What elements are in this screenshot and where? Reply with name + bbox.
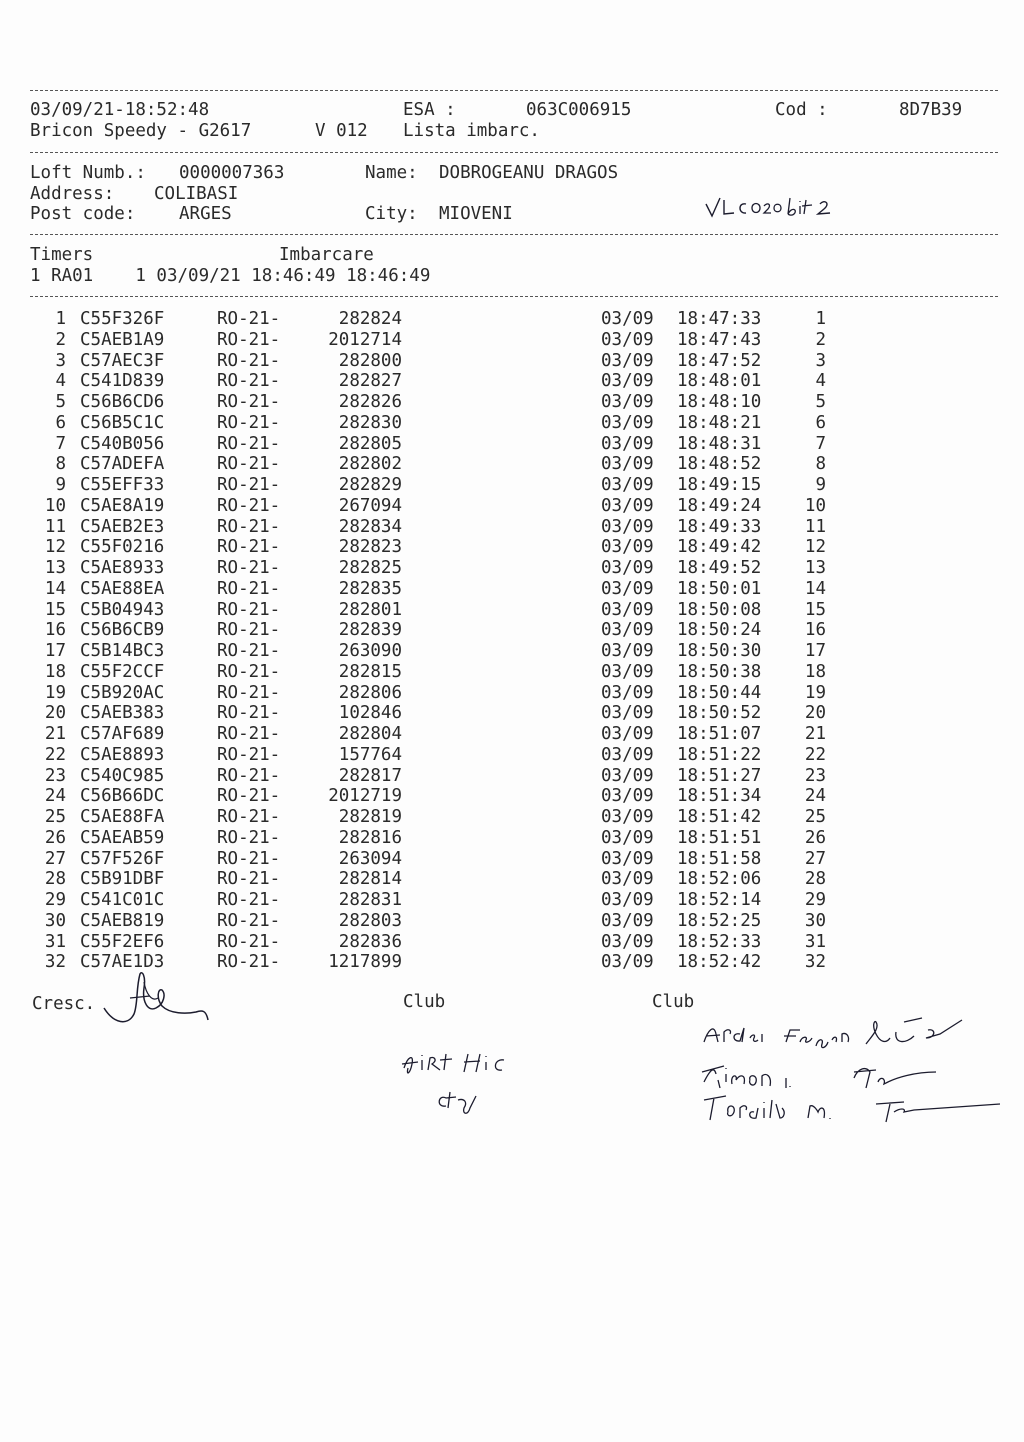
address-value: COLIBASI <box>154 184 239 204</box>
arrival-date: 03/09 <box>601 807 654 827</box>
device-name: Bricon Speedy - G2617 <box>30 121 252 141</box>
chip-id: C5AE8933 <box>80 558 165 578</box>
dashed-rule <box>30 234 998 235</box>
city-value: MIOVENI <box>439 204 513 224</box>
arrival-time: 18:49:33 <box>677 517 762 537</box>
ring-number: 282827 <box>338 371 402 391</box>
chip-id: C57AEC3F <box>80 351 165 371</box>
ring-prefix: RO-21- <box>217 932 281 952</box>
chip-id: C5AEB1A9 <box>80 330 165 350</box>
ring-prefix: RO-21- <box>217 351 281 371</box>
chip-id: C55F0216 <box>80 537 165 557</box>
arrival-time: 18:47:43 <box>677 330 762 350</box>
dashed-rule <box>30 152 998 153</box>
row-number: 31 <box>44 932 66 952</box>
arrival-time: 18:48:52 <box>677 454 762 474</box>
cresc-label: Cresc. <box>32 994 96 1014</box>
chip-id: C5B04943 <box>80 600 165 620</box>
chip-id: C5AEB819 <box>80 911 165 931</box>
chip-id: C5AE8A19 <box>80 496 165 516</box>
ring-prefix: RO-21- <box>217 558 281 578</box>
row-number: 23 <box>44 766 66 786</box>
chip-id: C57AE1D3 <box>80 952 165 972</box>
ring-prefix: RO-21- <box>217 662 281 682</box>
row-index: 9 <box>815 475 826 495</box>
row-number: 13 <box>44 558 66 578</box>
row-number: 26 <box>44 828 66 848</box>
ring-number: 282835 <box>338 579 402 599</box>
row-number: 32 <box>44 952 66 972</box>
row-number: 18 <box>44 662 66 682</box>
chip-id: C540C985 <box>80 766 165 786</box>
arrival-date: 03/09 <box>601 662 654 682</box>
chip-id: C5AE8893 <box>80 745 165 765</box>
club-label-2: Club <box>652 992 695 1012</box>
ring-number: 263094 <box>338 849 402 869</box>
chip-id: C5B14BC3 <box>80 641 165 661</box>
arrival-time: 18:50:44 <box>677 683 762 703</box>
chip-id: C5AE88FA <box>80 807 165 827</box>
ring-prefix: RO-21- <box>217 849 281 869</box>
row-number: 9 <box>55 475 66 495</box>
ring-number: 282817 <box>338 766 402 786</box>
ring-number: 282825 <box>338 558 402 578</box>
loft-number-label: Loft Numb.: <box>30 163 146 183</box>
postcode-label: Post code: <box>30 204 136 224</box>
arrival-time: 18:51:34 <box>677 786 762 806</box>
cod-label: Cod : <box>775 100 828 120</box>
arrival-date: 03/09 <box>601 911 654 931</box>
row-index: 15 <box>804 600 826 620</box>
row-index: 2 <box>815 330 826 350</box>
ring-number: 2012719 <box>328 786 402 806</box>
arrival-time: 18:51:27 <box>677 766 762 786</box>
row-index: 31 <box>804 932 826 952</box>
arrival-date: 03/09 <box>601 641 654 661</box>
chip-id: C5B920AC <box>80 683 165 703</box>
chip-id: C5AEB2E3 <box>80 517 165 537</box>
arrival-time: 18:49:24 <box>677 496 762 516</box>
chip-id: C57F526F <box>80 849 165 869</box>
club2-handwriting <box>700 1008 1000 1128</box>
chip-id: C5B91DBF <box>80 869 165 889</box>
chip-id: C56B6CD6 <box>80 392 165 412</box>
arrival-time: 18:50:24 <box>677 620 762 640</box>
row-index: 13 <box>804 558 826 578</box>
ring-prefix: RO-21- <box>217 371 281 391</box>
ring-number: 282839 <box>338 620 402 640</box>
arrival-time: 18:50:38 <box>677 662 762 682</box>
arrival-date: 03/09 <box>601 392 654 412</box>
chip-id: C541D839 <box>80 371 165 391</box>
row-number: 28 <box>44 869 66 889</box>
ring-prefix: RO-21- <box>217 517 281 537</box>
arrival-date: 03/09 <box>601 579 654 599</box>
chip-id: C56B5C1C <box>80 413 165 433</box>
arrival-time: 18:52:33 <box>677 932 762 952</box>
chip-id: C57ADEFA <box>80 454 165 474</box>
arrival-time: 18:47:52 <box>677 351 762 371</box>
arrival-date: 03/09 <box>601 869 654 889</box>
chip-id: C55F2EF6 <box>80 932 165 952</box>
row-number: 2 <box>55 330 66 350</box>
ring-number: 282816 <box>338 828 402 848</box>
ring-prefix: RO-21- <box>217 496 281 516</box>
city-label: City: <box>365 204 418 224</box>
row-index: 6 <box>815 413 826 433</box>
row-number: 30 <box>44 911 66 931</box>
ring-prefix: RO-21- <box>217 952 281 972</box>
row-number: 20 <box>44 703 66 723</box>
arrival-date: 03/09 <box>601 517 654 537</box>
esa-value: 063C006915 <box>526 100 632 120</box>
row-index: 32 <box>804 952 826 972</box>
arrival-date: 03/09 <box>601 952 654 972</box>
row-index: 16 <box>804 620 826 640</box>
arrival-time: 18:48:01 <box>677 371 762 391</box>
arrival-time: 18:49:15 <box>677 475 762 495</box>
imbarcare-label: Imbarcare <box>279 245 374 265</box>
row-index: 7 <box>815 434 826 454</box>
chip-id: C5AEAB59 <box>80 828 165 848</box>
row-number: 6 <box>55 413 66 433</box>
arrival-date: 03/09 <box>601 330 654 350</box>
firmware-version: V 012 <box>315 121 368 141</box>
arrival-date: 03/09 <box>601 890 654 910</box>
ring-prefix: RO-21- <box>217 724 281 744</box>
ring-prefix: RO-21- <box>217 579 281 599</box>
arrival-time: 18:49:42 <box>677 537 762 557</box>
row-index: 19 <box>804 683 826 703</box>
arrival-date: 03/09 <box>601 371 654 391</box>
ring-number: 282804 <box>338 724 402 744</box>
row-index: 29 <box>804 890 826 910</box>
cod-value: 8D7B39 <box>899 100 963 120</box>
row-index: 20 <box>804 703 826 723</box>
arrival-date: 03/09 <box>601 766 654 786</box>
arrival-date: 03/09 <box>601 724 654 744</box>
dashed-rule <box>30 90 998 91</box>
club1-handwriting <box>398 1042 538 1122</box>
ring-prefix: RO-21- <box>217 600 281 620</box>
arrival-date: 03/09 <box>601 434 654 454</box>
arrival-time: 18:51:07 <box>677 724 762 744</box>
arrival-time: 18:50:30 <box>677 641 762 661</box>
row-index: 23 <box>804 766 826 786</box>
arrival-time: 18:50:52 <box>677 703 762 723</box>
ring-prefix: RO-21- <box>217 869 281 889</box>
row-index: 8 <box>815 454 826 474</box>
row-number: 21 <box>44 724 66 744</box>
row-number: 7 <box>55 434 66 454</box>
arrival-time: 18:50:01 <box>677 579 762 599</box>
arrival-date: 03/09 <box>601 309 654 329</box>
arrival-date: 03/09 <box>601 932 654 952</box>
list-title: Lista imbarc. <box>403 121 540 141</box>
handwritten-note <box>700 192 850 222</box>
ring-prefix: RO-21- <box>217 911 281 931</box>
ring-number: 282831 <box>338 890 402 910</box>
row-index: 14 <box>804 579 826 599</box>
chip-id: C55F326F <box>80 309 165 329</box>
row-number: 15 <box>44 600 66 620</box>
club1-signatures <box>398 1042 538 1122</box>
arrival-date: 03/09 <box>601 620 654 640</box>
esa-label: ESA : <box>403 100 456 120</box>
ring-prefix: RO-21- <box>217 620 281 640</box>
ring-prefix: RO-21- <box>217 413 281 433</box>
ring-number: 282823 <box>338 537 402 557</box>
chip-id: C55EFF33 <box>80 475 165 495</box>
arrival-date: 03/09 <box>601 558 654 578</box>
row-number: 17 <box>44 641 66 661</box>
ring-number: 282836 <box>338 932 402 952</box>
arrival-time: 18:52:14 <box>677 890 762 910</box>
club2-signatures <box>700 1008 1000 1128</box>
timers-label: Timers <box>30 245 94 265</box>
row-number: 1 <box>55 309 66 329</box>
chip-id: C56B6CB9 <box>80 620 165 640</box>
row-number: 24 <box>44 786 66 806</box>
breeder-signature <box>100 968 220 1032</box>
ring-number: 282806 <box>338 683 402 703</box>
arrival-time: 18:52:06 <box>677 869 762 889</box>
ring-prefix: RO-21- <box>217 703 281 723</box>
postcode-value: ARGES <box>179 204 232 224</box>
arrival-date: 03/09 <box>601 413 654 433</box>
ring-number: 2012714 <box>328 330 402 350</box>
row-index: 17 <box>804 641 826 661</box>
ring-number: 282801 <box>338 600 402 620</box>
arrival-time: 18:52:42 <box>677 952 762 972</box>
ring-number: 282815 <box>338 662 402 682</box>
chip-id: C5AE88EA <box>80 579 165 599</box>
chip-id: C541C01C <box>80 890 165 910</box>
row-index: 26 <box>804 828 826 848</box>
row-number: 16 <box>44 620 66 640</box>
ring-number: 282803 <box>338 911 402 931</box>
chip-id: C56B66DC <box>80 786 165 806</box>
ring-prefix: RO-21- <box>217 890 281 910</box>
row-index: 24 <box>804 786 826 806</box>
row-index: 18 <box>804 662 826 682</box>
ring-prefix: RO-21- <box>217 330 281 350</box>
arrival-date: 03/09 <box>601 496 654 516</box>
timer-line: 1 RA01 1 03/09/21 18:46:49 18:46:49 <box>30 266 431 286</box>
row-number: 5 <box>55 392 66 412</box>
row-number: 29 <box>44 890 66 910</box>
ring-prefix: RO-21- <box>217 786 281 806</box>
row-index: 30 <box>804 911 826 931</box>
arrival-time: 18:50:08 <box>677 600 762 620</box>
arrival-time: 18:48:21 <box>677 413 762 433</box>
chip-id: C5AEB383 <box>80 703 165 723</box>
ring-number: 1217899 <box>328 952 402 972</box>
ring-number: 282805 <box>338 434 402 454</box>
ring-prefix: RO-21- <box>217 766 281 786</box>
arrival-date: 03/09 <box>601 600 654 620</box>
loft-number: 0000007363 <box>179 163 285 183</box>
row-number: 8 <box>55 454 66 474</box>
arrival-date: 03/09 <box>601 537 654 557</box>
arrival-date: 03/09 <box>601 828 654 848</box>
arrival-time: 18:52:25 <box>677 911 762 931</box>
row-number: 10 <box>44 496 66 516</box>
ring-number: 263090 <box>338 641 402 661</box>
arrival-time: 18:51:51 <box>677 828 762 848</box>
chip-id: C55F2CCF <box>80 662 165 682</box>
arrival-date: 03/09 <box>601 454 654 474</box>
row-index: 28 <box>804 869 826 889</box>
dashed-rule <box>30 296 998 297</box>
ring-number: 267094 <box>338 496 402 516</box>
row-number: 22 <box>44 745 66 765</box>
chip-id: C540B056 <box>80 434 165 454</box>
address-label: Address: <box>30 184 115 204</box>
row-number: 25 <box>44 807 66 827</box>
ring-prefix: RO-21- <box>217 475 281 495</box>
row-number: 12 <box>44 537 66 557</box>
ring-prefix: RO-21- <box>217 392 281 412</box>
arrival-date: 03/09 <box>601 351 654 371</box>
arrival-time: 18:49:52 <box>677 558 762 578</box>
row-index: 1 <box>815 309 826 329</box>
ring-number: 282814 <box>338 869 402 889</box>
row-index: 27 <box>804 849 826 869</box>
arrival-date: 03/09 <box>601 475 654 495</box>
ring-prefix: RO-21- <box>217 683 281 703</box>
ring-number: 282800 <box>338 351 402 371</box>
ring-number: 282834 <box>338 517 402 537</box>
ring-number: 282830 <box>338 413 402 433</box>
row-number: 19 <box>44 683 66 703</box>
row-index: 22 <box>804 745 826 765</box>
ring-prefix: RO-21- <box>217 828 281 848</box>
ring-number: 282829 <box>338 475 402 495</box>
row-number: 3 <box>55 351 66 371</box>
row-index: 25 <box>804 807 826 827</box>
owner-name: DOBROGEANU DRAGOS <box>439 163 619 183</box>
ring-prefix: RO-21- <box>217 807 281 827</box>
row-index: 11 <box>804 517 826 537</box>
arrival-time: 18:51:42 <box>677 807 762 827</box>
row-index: 5 <box>815 392 826 412</box>
ring-number: 282826 <box>338 392 402 412</box>
ring-number: 282802 <box>338 454 402 474</box>
chip-id: C57AF689 <box>80 724 165 744</box>
arrival-date: 03/09 <box>601 786 654 806</box>
row-index: 10 <box>804 496 826 516</box>
arrival-time: 18:48:31 <box>677 434 762 454</box>
row-number: 11 <box>44 517 66 537</box>
arrival-time: 18:51:58 <box>677 849 762 869</box>
owner-name-label: Name: <box>365 163 418 183</box>
arrival-date: 03/09 <box>601 849 654 869</box>
row-index: 12 <box>804 537 826 557</box>
ring-prefix: RO-21- <box>217 537 281 557</box>
arrival-date: 03/09 <box>601 683 654 703</box>
ring-prefix: RO-21- <box>217 641 281 661</box>
arrival-time: 18:51:22 <box>677 745 762 765</box>
arrival-time: 18:48:10 <box>677 392 762 412</box>
ring-number: 282819 <box>338 807 402 827</box>
arrival-date: 03/09 <box>601 745 654 765</box>
row-number: 14 <box>44 579 66 599</box>
club-label-1: Club <box>403 992 446 1012</box>
ring-number: 102846 <box>338 703 402 723</box>
row-number: 4 <box>55 371 66 391</box>
row-index: 3 <box>815 351 826 371</box>
arrival-date: 03/09 <box>601 703 654 723</box>
ring-prefix: RO-21- <box>217 745 281 765</box>
ring-prefix: RO-21- <box>217 454 281 474</box>
row-number: 27 <box>44 849 66 869</box>
ring-number: 157764 <box>338 745 402 765</box>
arrival-time: 18:47:33 <box>677 309 762 329</box>
row-index: 21 <box>804 724 826 744</box>
ring-prefix: RO-21- <box>217 434 281 454</box>
row-index: 4 <box>815 371 826 391</box>
print-datetime: 03/09/21-18:52:48 <box>30 100 210 120</box>
ring-prefix: RO-21- <box>217 309 281 329</box>
ring-number: 282824 <box>338 309 402 329</box>
